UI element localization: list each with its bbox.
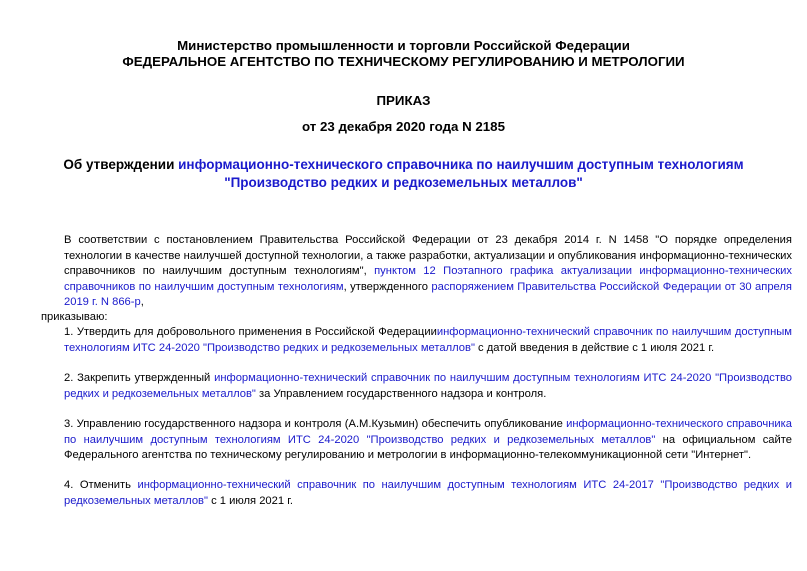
title-prefix: Об утверждении [63, 157, 179, 172]
preamble-text-1: В соответствии с постановлением Правительства Российской Федерации от 23 декабря 2014 г. N 1458 "О порядке определения технологии в качестве наилучшей доступной технологии, а также разработки, актуализации и опубликования информационно-технических справочников по наилучшим доступным технологиям", [64, 234, 792, 278]
item-1-link[interactable]: информационно-технический справочник по наилучшим доступным технологиям ИТС 24-2020 "Производство редких и редкоземельных металлов" [64, 326, 792, 354]
item-3 [41, 417, 792, 464]
title-link-line2[interactable]: "Производство редких и редкоземельных металлов" [224, 175, 583, 190]
document-title [0, 156, 807, 192]
preamble-link-schedule[interactable]: пунктом 12 Поэтапного графика актуализации информационно-технических справочников по наилучшим доступным технологиям [64, 265, 792, 293]
item-2 [41, 371, 792, 402]
item-4-tail: с 1 июля 2021 г. [207, 494, 294, 507]
ministry-name: Министерство промышленности и торговли Российской Федерации [177, 38, 630, 53]
item-4-text: 4. Отменить [64, 479, 138, 491]
item-3-link[interactable]: информационно-технического справочника по наилучшим доступным технологиям ИТС 24-2020 "Производство редких и редкоземельных металлов" [64, 418, 792, 446]
item-2-tail: за Управлением государственного надзора и контроля. [255, 387, 547, 400]
title-link-line1[interactable]: информационно-технического справочника по наилучшим доступным технологиям [178, 157, 744, 172]
item-1-tail: с датой введения в действие с 1 июля 2021 г. [474, 341, 715, 354]
item-1-text: 1. Утвердить для добровольного применения в Российской Федерации [64, 326, 437, 338]
item-3-tail: на официальном сайте Федерального агентства по техническому регулированию и метрологии в информационно-телекоммуникационной сети "Интернет". [64, 433, 792, 462]
item-4-link[interactable]: информационно-технический справочник по наилучшим доступным технологиям ИТС 24-2017 "Производство редких и редкоземельных металлов" [64, 479, 793, 507]
order-word: приказываю: [41, 311, 108, 323]
preamble-paragraph [41, 233, 792, 311]
item-2-text: 2. Закрепить утвержденный [64, 372, 215, 384]
preamble-text-3: , [140, 296, 144, 309]
preamble-link-order[interactable]: распоряжением Правительства Российской Федерации от 30 апреля 2019 г. N 866-р [64, 280, 792, 309]
item-3-text: 3. Управлению государственного надзора и контроля (А.М.Кузьмин) обеспечить опубликование [64, 418, 567, 430]
document-type: ПРИКАЗ [376, 93, 431, 108]
item-2-link[interactable]: информационно-технический справочник по наилучшим доступным технологиям ИТС 24-2020 "Производство редких и редкоземельных металлов" [64, 372, 793, 400]
agency-name: ФЕДЕРАЛЬНОЕ АГЕНТСТВО ПО ТЕХНИЧЕСКОМУ РЕГУЛИРОВАНИЮ И МЕТРОЛОГИИ [122, 54, 685, 69]
item-1 [41, 325, 792, 356]
item-4 [41, 478, 792, 509]
document-date: от 23 декабря 2020 года N 2185 [302, 119, 505, 134]
preamble-text-2: , утвержденного [343, 280, 432, 293]
